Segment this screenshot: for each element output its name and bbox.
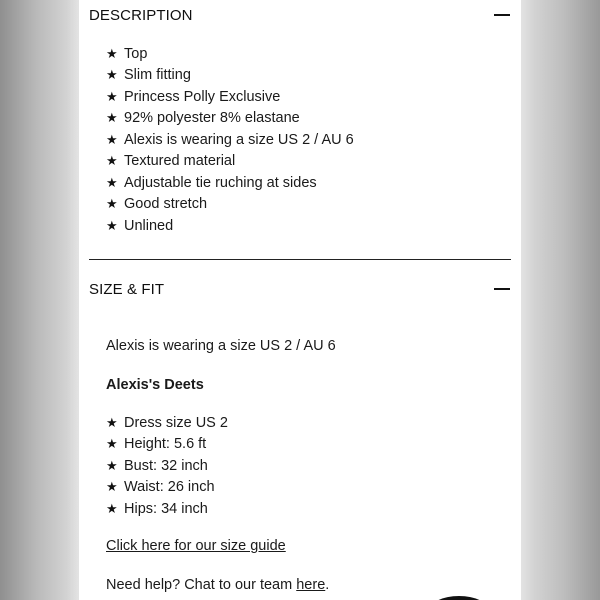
star-icon: ★ [106,414,118,430]
description-item: ★ Slim fitting [106,67,191,84]
deets-title: Alexis's Deets [106,377,204,393]
star-icon: ★ [106,457,118,473]
help-suffix: . [325,577,330,593]
description-item: ★ Top [106,45,148,62]
star-icon: ★ [106,196,118,212]
star-icon: ★ [106,217,118,233]
size-guide-link[interactable]: Click here for our size guide [106,538,286,554]
deets-item: ★ Hips: 34 inch [106,500,208,517]
description-item: ★ Good stretch [106,196,208,213]
section-divider [89,259,511,260]
size-fit-collapse-minus-icon[interactable] [493,280,511,298]
description-item: ★ Alexis is wearing a size US 2 / AU 6 [106,131,354,148]
size-fit-header[interactable] [89,274,511,304]
deets-item: ★ Height: 5.6 ft [106,436,207,453]
deets-list [106,412,228,520]
description-list [106,43,354,237]
description-item: ★ 92% polyester 8% elastane [106,110,300,127]
star-icon: ★ [106,153,118,169]
star-icon: ★ [106,174,118,190]
star-icon: ★ [106,479,118,495]
star-icon: ★ [106,436,118,452]
description-collapse-minus-icon[interactable] [493,6,511,24]
star-icon: ★ [106,67,118,83]
chat-launcher-button[interactable] [429,596,489,600]
description-item: ★ Unlined [106,217,174,234]
star-icon: ★ [106,500,118,516]
deets-item: ★ Bust: 32 inch [106,457,208,474]
deets-item: ★ Waist: 26 inch [106,479,215,496]
description-item: ★ Textured material [106,153,236,170]
size-guide-link-wrapper [106,538,286,554]
star-icon: ★ [106,131,118,147]
product-details-card [79,0,521,600]
help-line [106,577,329,593]
description-title: DESCRIPTION [89,6,193,24]
description-item: ★ Adjustable tie ruching at sides [106,174,317,191]
deets-item: ★ Dress size US 2 [106,414,228,431]
size-fit-title: SIZE & FIT [89,280,165,298]
description-header[interactable] [89,0,511,30]
size-fit-intro: Alexis is wearing a size US 2 / AU 6 [106,338,336,354]
description-item: ★ Princess Polly Exclusive [106,88,281,105]
star-icon: ★ [106,88,118,104]
star-icon: ★ [106,45,118,61]
star-icon: ★ [106,110,118,126]
chat-here-link[interactable]: here [296,577,326,593]
help-text: Need help? Chat to our team [106,577,297,593]
